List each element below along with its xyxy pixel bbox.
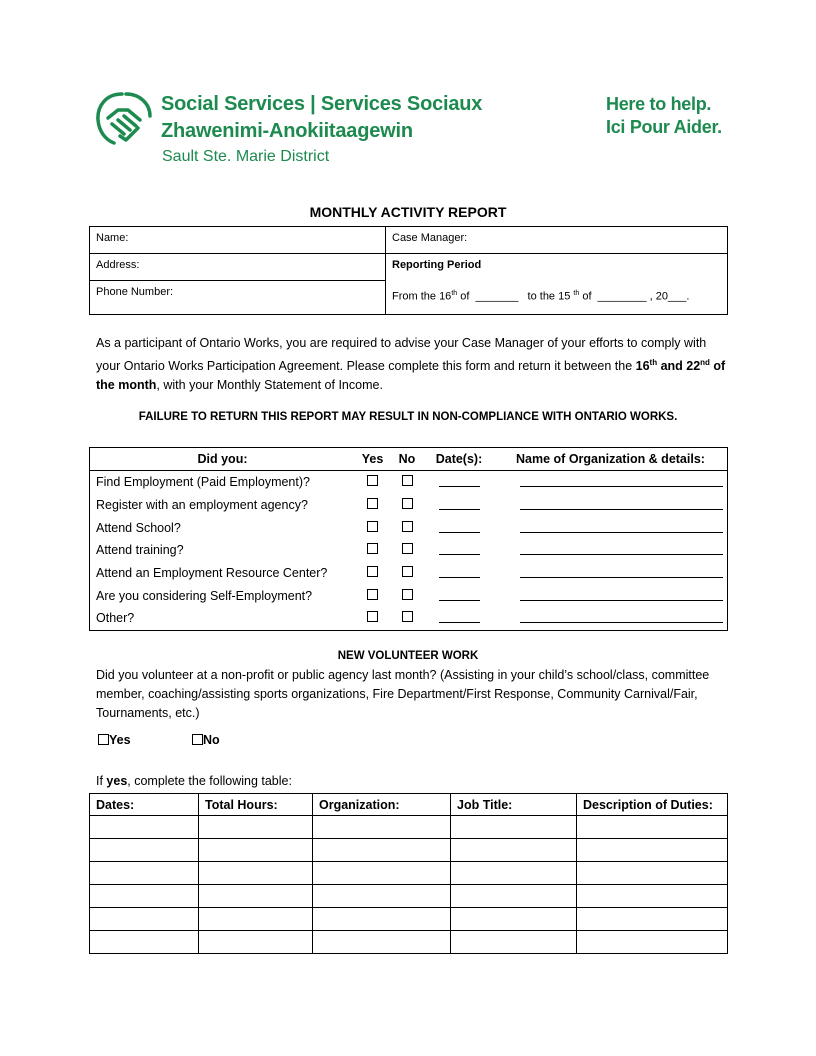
volunteer-yes-option[interactable]	[98, 733, 131, 747]
activity-question: Attend training?	[96, 543, 184, 558]
no-checkbox[interactable]	[402, 521, 413, 532]
tagline-english: Here to help.	[606, 94, 712, 114]
volunteer-row	[90, 862, 728, 885]
volunteer-row	[90, 839, 728, 862]
no-checkbox[interactable]	[402, 566, 413, 577]
volunteer-cell[interactable]	[90, 931, 199, 954]
volunteer-cell[interactable]	[90, 908, 199, 931]
period-year-blank[interactable]: , 20___.	[649, 290, 690, 303]
period-month-blank[interactable]: _______	[475, 290, 519, 303]
organization-details-field[interactable]	[520, 497, 723, 510]
if-yes-instruction: If yes, complete the following table:	[96, 774, 292, 788]
activity-question: Attend an Employment Resource Center?	[96, 566, 328, 581]
volunteer-section-title: NEW VOLUNTEER WORK	[337, 650, 479, 662]
organization-details-field[interactable]	[520, 520, 723, 533]
reporting-period-line[interactable]: From the 16th of _______ to the 15 $^{th}$ of ________ , 20___.	[392, 290, 690, 303]
no-label: No	[203, 733, 220, 747]
volunteer-cell[interactable]	[199, 931, 313, 954]
volunteer-cell[interactable]	[313, 931, 451, 954]
no-checkbox[interactable]	[402, 611, 413, 622]
activity-row	[90, 539, 728, 562]
logo-district: Sault Ste. Marie District	[162, 148, 330, 165]
organization-details-field[interactable]	[520, 474, 723, 487]
case-manager-label: Case Manager:	[392, 232, 468, 244]
activity-row	[90, 584, 728, 607]
activity-row	[90, 607, 728, 630]
yes-checkbox[interactable]	[367, 566, 378, 577]
organization-details-field[interactable]	[520, 542, 723, 555]
phone-cell[interactable]	[90, 281, 386, 315]
volunteer-cell[interactable]	[451, 839, 577, 862]
phone-label: Phone Number:	[96, 286, 174, 298]
activity-question: Other?	[96, 611, 135, 626]
yes-checkbox[interactable]	[367, 589, 378, 600]
volunteer-cell[interactable]	[451, 885, 577, 908]
organization-details-field[interactable]	[520, 610, 723, 623]
reporting-period-label: Reporting Period	[392, 259, 482, 271]
volunteer-cell[interactable]	[199, 885, 313, 908]
activity-header-row	[90, 448, 728, 471]
volunteer-cell[interactable]	[313, 816, 451, 839]
no-checkbox[interactable]	[402, 498, 413, 509]
volunteer-cell[interactable]	[577, 816, 728, 839]
header-dates: Date(s):	[424, 448, 494, 471]
case-manager-cell[interactable]	[386, 227, 728, 254]
no-checkbox[interactable]	[192, 734, 203, 745]
volunteer-row	[90, 816, 728, 839]
dates-field[interactable]	[439, 497, 480, 510]
volunteer-cell[interactable]	[199, 908, 313, 931]
yes-checkbox[interactable]	[367, 475, 378, 486]
organization-details-field[interactable]	[520, 565, 723, 578]
no-checkbox[interactable]	[402, 589, 413, 600]
volunteer-cell[interactable]	[313, 862, 451, 885]
volunteer-table	[89, 793, 728, 954]
yes-label: Yes	[109, 733, 131, 747]
no-checkbox[interactable]	[402, 475, 413, 486]
header-organization-details: Name of Organization & details:	[494, 448, 728, 471]
yes-checkbox[interactable]	[367, 611, 378, 622]
volunteer-cell[interactable]	[90, 885, 199, 908]
volunteer-row	[90, 931, 728, 954]
volunteer-cell[interactable]	[90, 839, 199, 862]
header-yes: Yes	[355, 448, 390, 471]
header-organization: Organization:	[313, 794, 451, 816]
volunteer-cell[interactable]	[199, 816, 313, 839]
activity-question: Attend School?	[96, 520, 181, 535]
address-label: Address:	[96, 259, 140, 271]
activity-row	[90, 471, 728, 494]
volunteer-cell[interactable]	[577, 839, 728, 862]
volunteer-cell[interactable]	[313, 908, 451, 931]
volunteer-cell[interactable]	[313, 839, 451, 862]
volunteer-cell[interactable]	[577, 908, 728, 931]
yes-checkbox[interactable]	[98, 734, 109, 745]
tagline-french: Ici Pour Aider.	[606, 117, 722, 137]
volunteer-cell[interactable]	[451, 931, 577, 954]
volunteer-cell[interactable]	[577, 885, 728, 908]
header-did-you: Did you:	[90, 448, 356, 471]
header-description-duties: Description of Duties:	[577, 794, 728, 816]
reporting-period-cell	[386, 254, 728, 315]
dates-field[interactable]	[439, 565, 480, 578]
logo-subtitle: Zhawenimi-Anokiitaagewin	[161, 120, 413, 142]
dates-field[interactable]	[439, 520, 480, 533]
volunteer-cell[interactable]	[577, 862, 728, 885]
intro-paragraph: As a participant of Ontario Works, you are required to advise your Case Manager of your efforts to comply with your Ontario Works Participation Agreement. Please complete this form and return it between the 16th and 22nd of the month, with your Monthly Statement of Income.	[96, 336, 726, 393]
dates-field[interactable]	[439, 610, 480, 623]
activity-question: Are you considering Self-Employment?	[96, 588, 313, 603]
activity-table	[89, 447, 728, 631]
activity-row	[90, 516, 728, 539]
volunteer-question: Did you volunteer at a non-profit or public agency last month? (Assisting in your child’s school/class, committee member, coaching/assisting sports organizations, Fire Department/First Response, Community Carnival/Fair, Tournaments, etc.)	[96, 668, 710, 720]
activity-question: Register with an employment agency?	[96, 498, 308, 513]
no-checkbox[interactable]	[402, 543, 413, 554]
name-label: Name:	[96, 232, 129, 244]
yes-checkbox[interactable]	[367, 543, 378, 554]
name-cell[interactable]	[90, 227, 386, 254]
volunteer-cell[interactable]	[199, 839, 313, 862]
header-no: No	[390, 448, 424, 471]
page-title: MONTHLY ACTIVITY REPORT	[309, 204, 507, 220]
organization-details-field[interactable]	[520, 588, 723, 601]
volunteer-cell[interactable]	[90, 862, 199, 885]
dates-field[interactable]	[439, 588, 480, 601]
volunteer-cell[interactable]	[90, 816, 199, 839]
yes-checkbox[interactable]	[367, 498, 378, 509]
volunteer-cell[interactable]	[451, 862, 577, 885]
header-dates-vol: Dates:	[90, 794, 199, 816]
volunteer-no-option[interactable]	[192, 733, 220, 747]
handshake-icon	[94, 88, 154, 148]
address-cell[interactable]	[90, 254, 386, 281]
volunteer-cell[interactable]	[313, 885, 451, 908]
volunteer-row	[90, 908, 728, 931]
period-month2-blank[interactable]: ________	[597, 290, 647, 303]
dates-field[interactable]	[439, 474, 480, 487]
dates-field[interactable]	[439, 542, 480, 555]
header-total-hours: Total Hours:	[199, 794, 313, 816]
activity-row	[90, 494, 728, 517]
volunteer-cell[interactable]	[577, 931, 728, 954]
activity-row	[90, 562, 728, 585]
logo-title: Social Services | Services Sociaux	[161, 93, 483, 115]
participant-info-table	[89, 226, 728, 315]
yes-checkbox[interactable]	[367, 521, 378, 532]
volunteer-cell[interactable]	[451, 816, 577, 839]
volunteer-cell[interactable]	[199, 862, 313, 885]
volunteer-row	[90, 885, 728, 908]
non-compliance-warning: FAILURE TO RETURN THIS REPORT MAY RESULT IN NON-COMPLIANCE WITH ONTARIO WORKS.	[138, 411, 678, 423]
volunteer-cell[interactable]	[451, 908, 577, 931]
header-job-title: Job Title:	[451, 794, 577, 816]
volunteer-header-row	[90, 794, 728, 816]
activity-question: Find Employment (Paid Employment)?	[96, 475, 310, 490]
